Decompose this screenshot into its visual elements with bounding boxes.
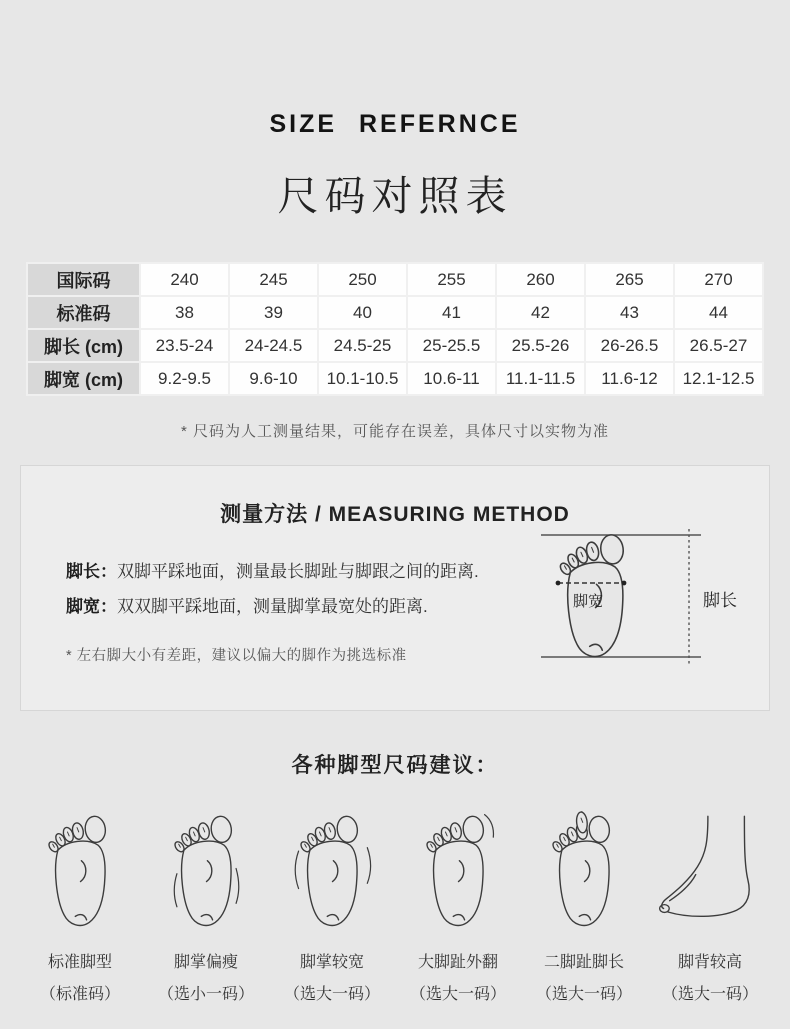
foot-type-advice: （选大一码）: [535, 986, 632, 1003]
row-header-cell: 国际码: [27, 263, 140, 296]
foot-type-name: 脚背较高: [677, 954, 742, 971]
foot-wide-icon: [289, 811, 376, 933]
foot-narrow-icon: [163, 811, 250, 933]
table-row-foot-width: [27, 362, 763, 395]
foot-long-second-toe-icon: [541, 811, 628, 933]
measure-line-length: [66, 554, 546, 589]
table-row-std-size: [27, 296, 763, 329]
size-cell: 9.6-10: [229, 362, 318, 395]
size-table: [26, 262, 764, 396]
size-cell: 38: [140, 296, 229, 329]
measure-desc: 双脚平踩地面，测量最长脚趾与脚跟之间的距离.: [117, 562, 479, 581]
page-title-zh: 尺码对照表: [277, 173, 513, 219]
size-cell: 245: [229, 263, 318, 296]
size-cell: 40: [318, 296, 407, 329]
size-cell: 24-24.5: [229, 329, 318, 362]
foot-type-advice: （标准码）: [39, 986, 120, 1003]
page-title-en: SIZE REFERNCE: [269, 110, 521, 138]
size-cell: 9.2-9.5: [140, 362, 229, 395]
size-cell: 270: [674, 263, 763, 296]
row-header-cell: 脚宽 (cm): [27, 362, 140, 395]
measure-term: 脚长：: [66, 562, 117, 581]
size-cell: 26.5-27: [674, 329, 763, 362]
foot-valgus-icon: [415, 811, 502, 933]
foot-type-advice: （选大一码）: [409, 986, 506, 1003]
size-cell: 23.5-24: [140, 329, 229, 362]
measure-term: 脚宽：: [66, 597, 117, 616]
size-cell: 250: [318, 263, 407, 296]
table-row-intl-size: [27, 263, 763, 296]
length-label: 脚长: [703, 591, 737, 610]
table-row-foot-length: [27, 329, 763, 362]
size-cell: 11.6-12: [585, 362, 674, 395]
measuring-method-box: [20, 465, 770, 711]
size-cell: 240: [140, 263, 229, 296]
foot-type-name: 标准脚型: [47, 954, 112, 971]
size-cell: 39: [229, 296, 318, 329]
foot-type-name: 二脚趾脚长: [543, 954, 624, 971]
foot-types-row: [0, 809, 790, 1004]
measuring-note: * 左右脚大小有差距，建议以偏大的脚作为挑选标准: [66, 648, 407, 664]
measure-line-width: [66, 589, 546, 624]
foot-type-name: 大脚趾外翻: [417, 954, 498, 971]
foot-type-item-high-instep: [650, 809, 770, 1004]
foot-type-item-narrow: [146, 809, 266, 1004]
row-header-cell: 脚长 (cm): [27, 329, 140, 362]
size-cell: 10.6-11: [407, 362, 496, 395]
size-cell: 265: [585, 263, 674, 296]
size-cell: 255: [407, 263, 496, 296]
size-cell: 12.1-12.5: [674, 362, 763, 395]
measuring-title: 测量方法 / MEASURING METHOD: [220, 503, 570, 526]
foot-type-item-standard: [20, 809, 140, 1004]
measure-desc: 双双脚平踩地面，测量脚掌最宽处的距离.: [117, 597, 428, 616]
foot-type-name: 脚掌偏瘦: [173, 954, 238, 971]
foot-type-advice: （选小一码）: [157, 986, 254, 1003]
size-cell: 44: [674, 296, 763, 329]
size-cell: 25-25.5: [407, 329, 496, 362]
foot-side-view-icon: [654, 811, 767, 933]
measuring-instructions: [66, 554, 546, 624]
size-cell: 260: [496, 263, 585, 296]
row-header-cell: 标准码: [27, 296, 140, 329]
size-cell: 25.5-26: [496, 329, 585, 362]
foot-type-item-valgus: [398, 809, 518, 1004]
size-cell: 24.5-25: [318, 329, 407, 362]
size-cell: 10.1-10.5: [318, 362, 407, 395]
table-note: * 尺码为人工测量结果，可能存在误差，具体尺寸以实物为准: [180, 423, 609, 440]
foot-type-name: 脚掌较宽: [299, 954, 364, 971]
foot-type-item-wide: [272, 809, 392, 1004]
size-cell: 42: [496, 296, 585, 329]
foot-standard-icon: [37, 811, 124, 933]
foot-type-advice: （选大一码）: [283, 986, 380, 1003]
size-cell: 43: [585, 296, 674, 329]
foot-type-advice: （选大一码）: [661, 986, 758, 1003]
foot-types-title: 各种脚型尺码建议：: [291, 754, 499, 777]
size-cell: 11.1-11.5: [496, 362, 585, 395]
size-cell: 26-26.5: [585, 329, 674, 362]
size-cell: 41: [407, 296, 496, 329]
foot-type-item-long-second-toe: [524, 809, 644, 1004]
width-label: 脚宽: [573, 593, 604, 610]
foot-measure-diagram-icon: [531, 526, 747, 676]
